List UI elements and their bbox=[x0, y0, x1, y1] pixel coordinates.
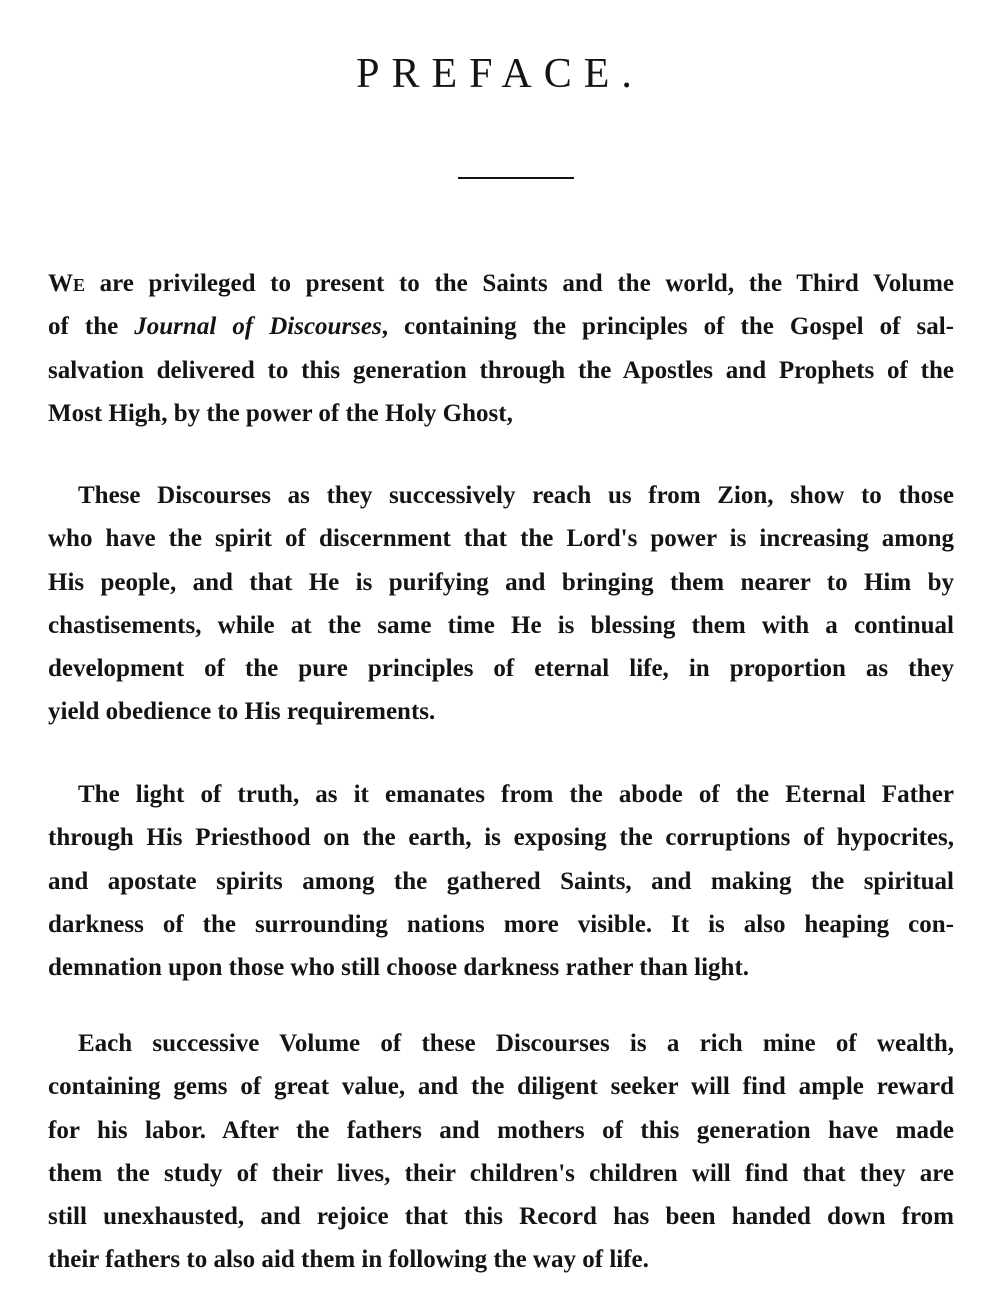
paragraph-4-line-4: them the study of their lives, their children's children will find that they are bbox=[48, 1159, 954, 1187]
paragraph-1 bbox=[48, 262, 954, 435]
paragraph-2-line-6: yield obedience to His requirements. bbox=[48, 698, 436, 726]
page-title: PREFACE. bbox=[356, 51, 644, 97]
paragraph-1-line-3: salvation delivered to this generation through the Apostles and Prophets of the bbox=[48, 356, 954, 384]
paragraph-2-line-3: His people, and that He is purifying and bringing them nearer to Him by bbox=[48, 568, 954, 596]
paragraph-3-line-3: and apostate spirits among the gathered Saints, and making the spiritual bbox=[48, 867, 954, 895]
paragraph-2-line-5: development of the pure principles of eternal life, in proportion as they bbox=[48, 655, 954, 683]
paragraph-3 bbox=[48, 773, 954, 989]
paragraph-3-line-4: darkness of the surrounding nations more visible. It is also heaping con- bbox=[48, 910, 954, 938]
paragraph-4-line-3: for his labor. After the fathers and mothers of this generation have made bbox=[48, 1116, 954, 1144]
paragraph-4-line-1: Each successive Volume of these Discourses is a rich mine of wealth, bbox=[78, 1030, 954, 1057]
title-divider bbox=[458, 177, 574, 179]
paragraph-1-line-2: of the Journal of Discourses, containing the principles of the Gospel of sal- bbox=[48, 313, 954, 341]
paragraph-4-line-5: still unexhausted, and rejoice that this Record has been handed down from bbox=[48, 1203, 954, 1231]
paragraph-3-line-1: The light of truth, as it emanates from the abode of the Eternal Father bbox=[78, 781, 954, 808]
paragraph-1-line-1: We are privileged to present to the Saints and the world, the Third Volume bbox=[48, 270, 954, 297]
paragraph-2-line-1: These Discourses as they successively reach us from Zion, show to those bbox=[78, 482, 954, 509]
paragraph-4-line-2: containing gems of great value, and the diligent seeker will find ample reward bbox=[48, 1073, 954, 1101]
paragraph-2-line-4: chastisements, while at the same time He is blessing them with a continual bbox=[48, 611, 954, 639]
journal-title: Journal of Discourses bbox=[134, 313, 382, 341]
paragraph-1-line-4: Most High, by the power of the Holy Ghost, bbox=[48, 399, 513, 427]
paragraph-3-line-5: demnation upon those who still choose darkness rather than light. bbox=[48, 954, 750, 982]
paragraph-2 bbox=[48, 474, 954, 734]
drop-word: We bbox=[48, 270, 86, 297]
paragraph-4-line-6: their fathers to also aid them in following the way of life. bbox=[48, 1246, 649, 1274]
paragraph-4 bbox=[48, 1022, 954, 1282]
paragraph-2-line-2: who have the spirit of discernment that the Lord's power is increasing among bbox=[48, 525, 954, 553]
paragraph-3-line-2: through His Priesthood on the earth, is exposing the corruptions of hypocrites, bbox=[48, 824, 954, 852]
